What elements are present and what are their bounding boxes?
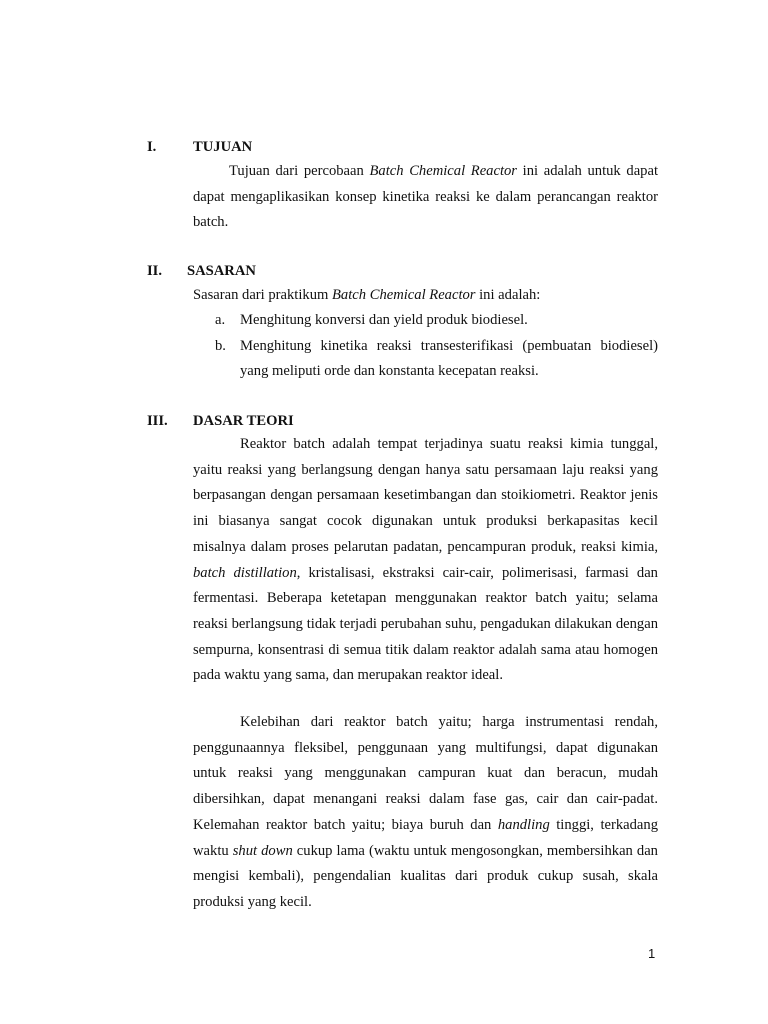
section-2-intro: Sasaran dari praktikum Batch Chemical Reactor ini adalah: xyxy=(193,287,541,303)
section-1-number: I. xyxy=(147,139,157,155)
list-item xyxy=(193,308,658,334)
section-1-paragraph: Tujuan dari percobaan Batch Chemical Reactor ini adalah untuk dapat dapat mengaplikasikan konsep kinetika reaksi ke dalam perancangan reaktor batch. xyxy=(193,163,659,231)
list-marker: b. xyxy=(215,337,226,354)
section-3-title: DASAR TEORI xyxy=(193,413,294,429)
list-item-text: Menghitung kinetika reaksi transesterifikasi (pembuatan biodiesel) yang meliputi orde dan konstanta kecepatan reaksi. xyxy=(240,337,658,380)
section-1-title: TUJUAN xyxy=(193,139,253,155)
section-3-paragraph-1: Reaktor batch adalah tempat terjadinya suatu reaksi kimia tunggal, yaitu reaksi yang berlangsung dengan hanya satu persamaan laju reaksi yang berpasangan dengan persamaan kesetimbangan dan stoikiometri. Reaktor jenis ini biasanya sangat cocok digunakan untuk produksi berkapasitas kecil misalnya dalam proses pelarutan padatan, pencampuran produk, reaksi kimia, batch distillation, kristalisasi, ekstraksi cair-cair, polimerisasi, farmasi dan fermentasi. Beberapa ketetapan menggunakan reaktor batch yaitu; selama reaksi berlangsung tidak terjadi perubahan suhu, pengadukan dilakukan dengan sempurna, konsentrasi di semua titik dalam reaktor adalah sama atau homogen pada waktu yang sama, dan merupakan reaktor ideal. xyxy=(193,436,658,684)
section-2-list xyxy=(193,308,658,385)
section-3-number: III. xyxy=(147,413,168,429)
list-item xyxy=(193,334,658,385)
section-3-paragraph-2: Kelebihan dari reaktor batch yaitu; harga instrumentasi rendah, penggunaannya fleksibel, penggunaan yang multifungsi, dapat digunakan untuk reaksi yang menggunakan campuran kuat dan beracun, mudah dibersihkan, dapat menangani reaksi dalam fase gas, cair dan cair-padat. Kelemahan reaktor batch yaitu; biaya buruh dan handling tinggi, terkadang waktu shut down cukup lama (waktu untuk mengosongkan, membersihkan dan mengisi kembali), pengendalian kualitas dari produk cukup susah, skala produksi yang kecil. xyxy=(193,714,658,910)
section-2-title: SASARAN xyxy=(187,263,256,279)
list-marker: a. xyxy=(215,312,226,328)
section-2-number: II. xyxy=(147,263,163,279)
page-number: 1 xyxy=(648,946,656,961)
list-item-text: Menghitung konversi dan yield produk biodiesel. xyxy=(240,312,528,328)
